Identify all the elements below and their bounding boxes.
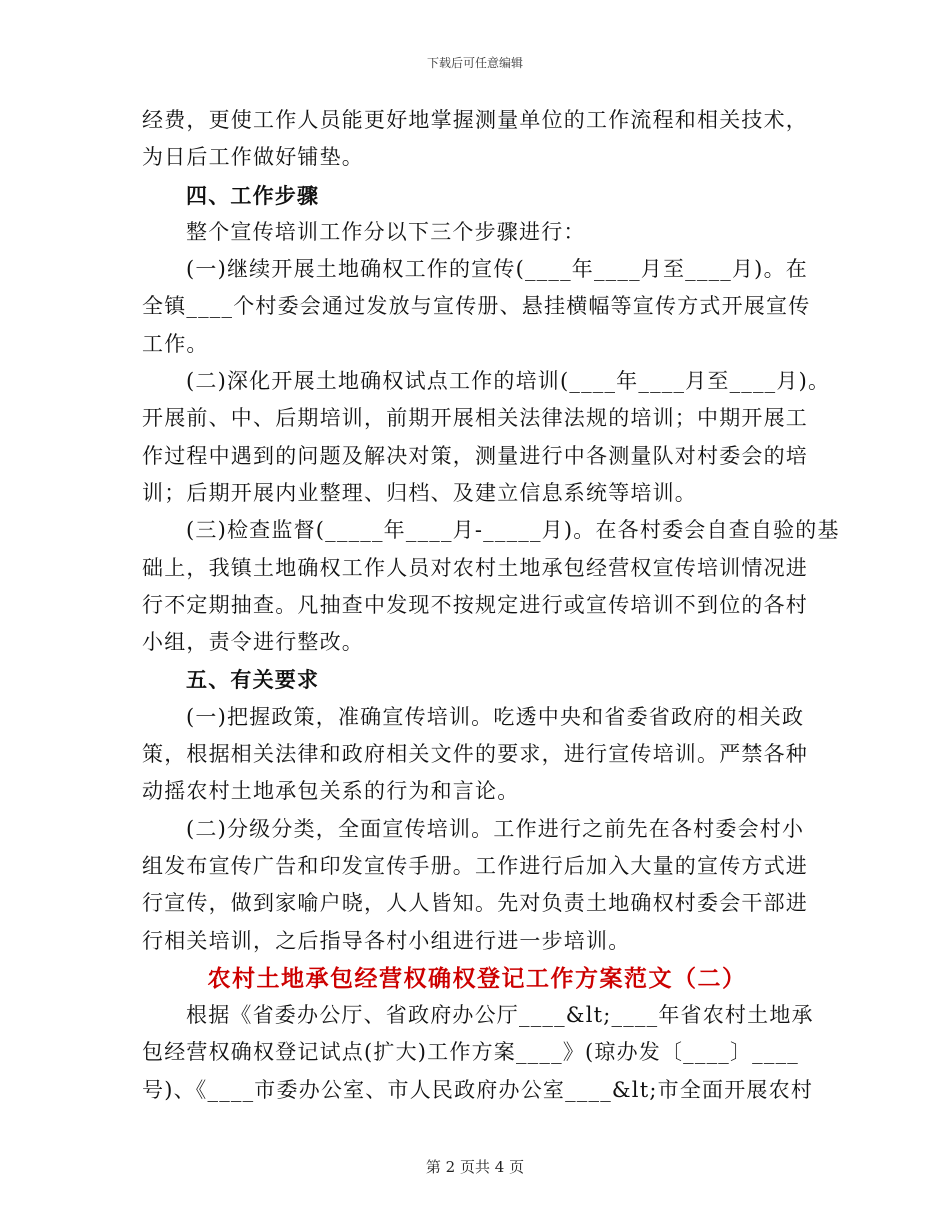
paragraph-line: (一)继续开展土地确权工作的宣传(____年____月至____月)。在: [186, 257, 808, 282]
paragraph-line: 为日后工作做好铺垫。: [142, 145, 364, 170]
paragraph-line: 础上，我镇土地确权工作人员对农村土地承包经营权宣传培训情况进: [142, 555, 808, 580]
section-heading: 五、有关要求: [186, 667, 320, 693]
paragraph-line: (一)把握政策，准确宣传培训。吃透中央和省委省政府的相关政: [186, 704, 805, 729]
paragraph-line: 作过程中遇到的问题及解决对策，测量进行中各测量队对村委会的培: [142, 443, 808, 468]
paragraph-line: (二)深化开展土地确权试点工作的培训(____年____月至____月)。: [186, 369, 831, 394]
section-title: 农村土地承包经营权确权登记工作方案范文（二）: [207, 964, 747, 992]
paragraph-line: 开展前、中、后期培训，前期开展相关法律法规的培训；中期开展工: [142, 406, 808, 431]
paragraph-line: 经费，更使工作人员能更好地掌握测量单位的工作流程和相关技术，: [142, 108, 808, 132]
paragraph-line: 训；后期开展内业整理、归档、及建立信息系统等培训。: [142, 480, 697, 505]
paragraph-line: 行宣传，做到家喻户晓，人人皆知。先对负责土地确权村委会干部进: [142, 891, 808, 916]
paragraph-line: 根据《省委办公厅、省政府办公厅____&lt;____年省农村土地承: [186, 1003, 814, 1028]
paragraph-line: 行相关培训，之后指导各村小组进行进一步培训。: [142, 928, 631, 953]
section-heading: 四、工作步骤: [186, 182, 320, 208]
paragraph-line: 整个宣传培训工作分以下三个步骤进行：: [186, 219, 586, 244]
paragraph-line: 动摇农村土地承包关系的行为和言论。: [142, 779, 520, 804]
paragraph-line: (三)检查监督(_____年____月-_____月)。在各村委会自查自验的基: [186, 518, 840, 543]
document-body: [142, 102, 840, 1109]
paragraph-line: (二)分级分类，全面宣传培训。工作进行之前先在各村委会村小: [186, 816, 805, 841]
paragraph-line: 号)、《____市委办公室、市人民政府办公室____&lt;市全面开展农村: [142, 1077, 814, 1102]
paragraph-line: 工作。: [142, 331, 209, 356]
page-header-note: 下载后可任意编辑: [426, 56, 523, 70]
page-number: 第 2 页共 4 页: [425, 1158, 525, 1176]
paragraph-line: 包经营权确权登记试点(扩大)工作方案____》(琼办发〔____〕____: [142, 1040, 799, 1065]
paragraph-line: 策，根据相关法律和政府相关文件的要求，进行宣传培训。严禁各种: [142, 742, 808, 767]
paragraph-line: 小组，责令进行整改。: [142, 630, 364, 655]
paragraph-line: 行不定期抽查。凡抽查中发现不按规定进行或宣传培训不到位的各村: [142, 592, 808, 617]
paragraph-line: 全镇____个村委会通过发放与宣传册、悬挂横幅等宣传方式开展宣传: [142, 294, 811, 319]
paragraph-line: 组发布宣传广告和印发宣传手册。工作进行后加入大量的宣传方式进: [142, 853, 808, 878]
